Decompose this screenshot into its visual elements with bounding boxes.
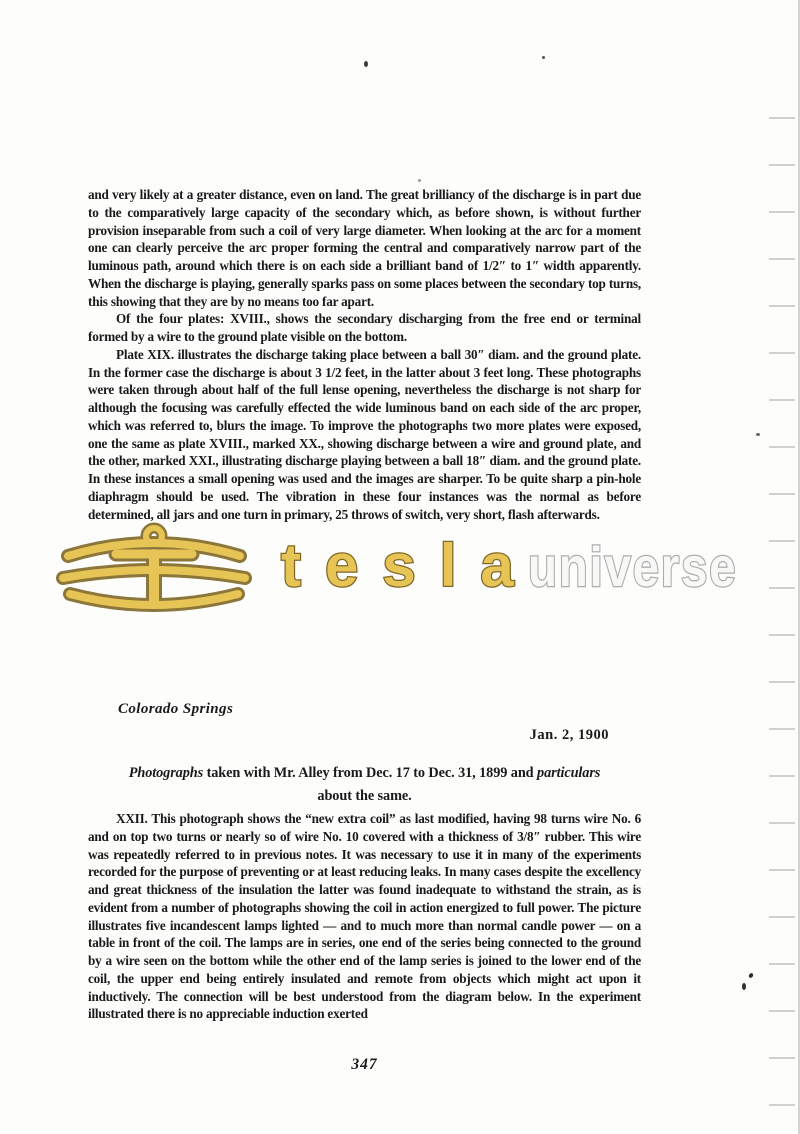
watermark xyxy=(56,518,756,630)
ink-speck xyxy=(364,61,368,67)
ink-speck xyxy=(756,433,760,436)
body-text-block xyxy=(88,186,641,523)
paragraph-xxii: XXII. This photograph shows the “new extra coil” as last modified, having 98 turns wire No. 6 and on top two turns or nearly so of wire No. 10 covered with a thickness of 3/8″ rubber. This wire was repeatedly referred to in previous notes. It was necessary to use it in many of the experiments recorded for the purpose of preventing or at least reducing leaks. In many cases despite the excellency and great thickness of the insulation the latter was found inadequate to withstand the strain, as is evident from a number of photographs showing the coil in action energized to full power. The picture illustrates five incandescent lamps lighted — and to much more than normal candle power — on a table in front of the coil. The lamps are in series, one end of the series being connected to the ground by a wire seen on the bottom while the other end of the lamp series is joined to the lower end of the coil, the upper end being entirely insulated and remote from objects which might act upon it inductively. The connection will be best understood from the diagram below. In the experiment illustrated there is no appreciable induction exerted xyxy=(88,811,641,1022)
tesla-universe-logo-icon xyxy=(63,528,245,605)
subtitle-italic-lead: Photographs xyxy=(128,765,204,781)
page-edge-marks xyxy=(769,72,795,1134)
ink-speck xyxy=(742,983,746,990)
watermark-word-tesla: tesla xyxy=(281,532,538,599)
dateline-date: Jan. 2, 1900 xyxy=(529,727,609,743)
ink-speck xyxy=(418,179,421,182)
section-subtitle xyxy=(88,762,641,808)
ink-speck xyxy=(542,56,545,59)
subtitle-line-2: about the same. xyxy=(317,788,412,804)
watermark-word-universe: universe xyxy=(528,536,738,599)
paragraph-plate-xix: Plate XIX. illustrates the discharge taking place between a ball 30″ diam. and the ground plate. In the former case the discharge is about 3 1/2 feet, in the latter about 3 feet long. These photographs were taken through about half of the full lense opening, nevertheless the discharge is not sharp for although the focusing was carefully effected the wide luminous band on each side of the arc proper, which was referred to, blurs the image. To improve the photographs two more plates were exposed, one the same as plate XVIII., marked XX., showing discharge between a wire and ground plate, and the other, marked XXI., illustrating discharge playing between a ball 18″ diam. and the ground plate. In these instances a small opening was used and the images are sharper. To be quite sharp a pin-hole diaphragm should be used. The vibration in these four instances was the normal as before determined, all jars and one turn in primary, 25 throws of switch, very short, flash afterwards. xyxy=(88,346,641,522)
page-number: 347 xyxy=(351,1056,378,1073)
dateline-location: Colorado Springs xyxy=(118,701,234,717)
subtitle-italic-tail: particulars xyxy=(537,765,601,781)
ink-speck xyxy=(748,972,754,978)
paragraph-continuation: and very likely at a greater distance, even on land. The great brilliancy of the discharge is in part due to the comparatively large capacity of the secondary which, as before shown, is without further provision inseparable from such a coil of very large diameter. When looking at the arc for a moment one can clearly perceive the arc proper forming the central and comparatively narrow part of the luminous path, around which there is on each side a brilliant band of 1/2″ to 1″ width apparently. When the discharge is playing, generally sparks pass on some places between the secondary top turns, this showing that they are by no means too far apart. xyxy=(88,187,641,309)
paragraph-four-plates: Of the four plates: XVIII., shows the secondary discharging from the free end or terminal formed by a wire to the ground plate visible on the bottom. xyxy=(88,311,641,344)
subtitle-middle: taken with Mr. Alley from Dec. 17 to Dec. 31, 1899 and xyxy=(203,765,538,781)
entry-text-block xyxy=(88,810,641,1023)
subtitle-line-1 xyxy=(88,762,641,785)
